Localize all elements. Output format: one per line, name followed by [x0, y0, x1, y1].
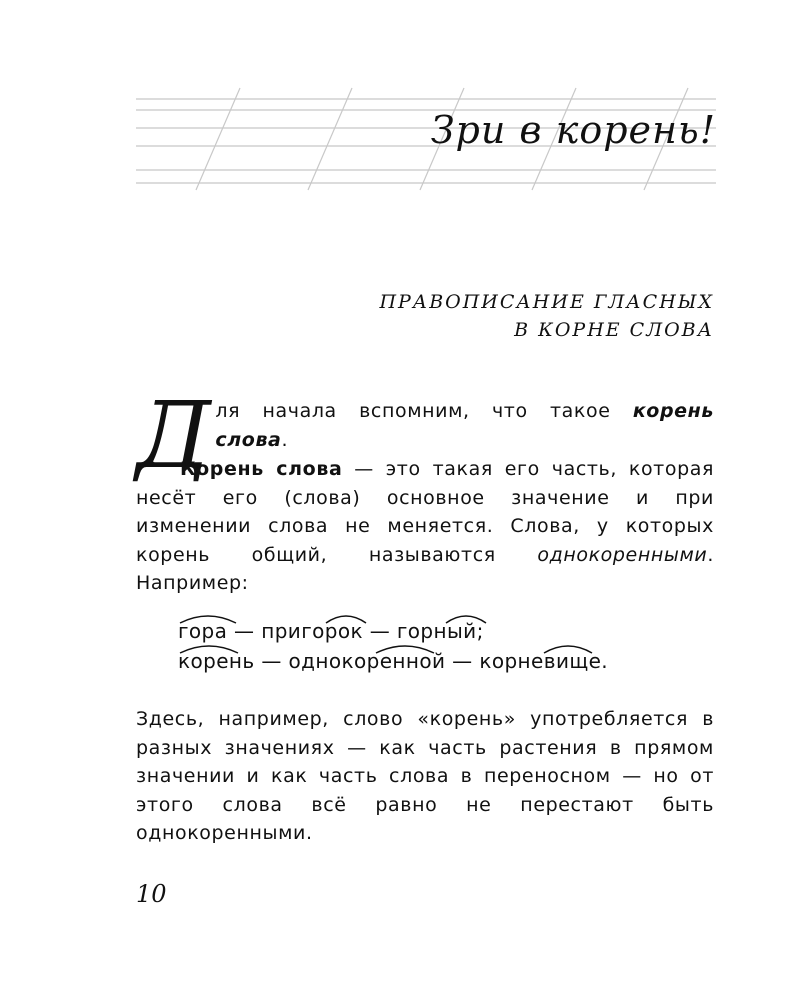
example-root: корен — [178, 649, 243, 673]
example-root: гор — [301, 619, 338, 643]
example-root: гор — [396, 619, 434, 643]
examples-block — [178, 616, 608, 676]
definition-end: . Например: — [136, 543, 714, 594]
example-row-2 — [178, 646, 608, 676]
intro-text: ля начала вспомним, что такое — [215, 400, 633, 422]
root-arc-mark — [178, 642, 240, 654]
example-text: ок — — [337, 619, 397, 643]
example-root: корн — [479, 649, 532, 673]
example-text: ной — — [405, 649, 480, 673]
root-arc-mark — [374, 642, 436, 654]
definition-text: — это такая его часть, которая несёт его (слова) основное значение и при изменении слова не меняется. Слова, у которых корень общий, называются — [136, 458, 715, 566]
definition-paragraph — [136, 455, 714, 598]
section-heading — [194, 288, 714, 344]
example-text: евище. — [531, 649, 609, 673]
example-text: ный; — [433, 619, 484, 643]
section-heading-line-2: В КОРНЕ СЛОВА — [514, 319, 714, 341]
root-arc-mark — [444, 612, 488, 624]
intro-term: корень слова — [215, 400, 714, 451]
example-text: ь — одно — [242, 649, 342, 673]
intro-end: . — [281, 428, 289, 451]
chapter-title: Зри в корень! — [430, 108, 716, 152]
definition-term: Корень слова — [180, 458, 343, 480]
root-arc-mark — [324, 612, 368, 624]
page-number: 10 — [136, 880, 167, 908]
example-root: гора — [178, 619, 228, 643]
root-arc-mark — [542, 642, 594, 654]
section-heading-line-1: ПРАВОПИСАНИЕ ГЛАСНЫХ — [379, 291, 714, 313]
example-text: — при — [227, 619, 302, 643]
header-ruling — [0, 0, 800, 200]
definition-italic: однокоренными — [537, 543, 708, 566]
explanation-paragraph: Здесь, например, слово «корень» употребляется в разных значениях — как часть растения в прямом значении и как часть слова в переносном — но от этого слова всё равно не перестают быть однокоренными. — [136, 708, 714, 844]
example-root: корен — [341, 649, 406, 673]
root-arc-mark — [178, 612, 238, 624]
drop-cap: Д — [136, 382, 212, 489]
